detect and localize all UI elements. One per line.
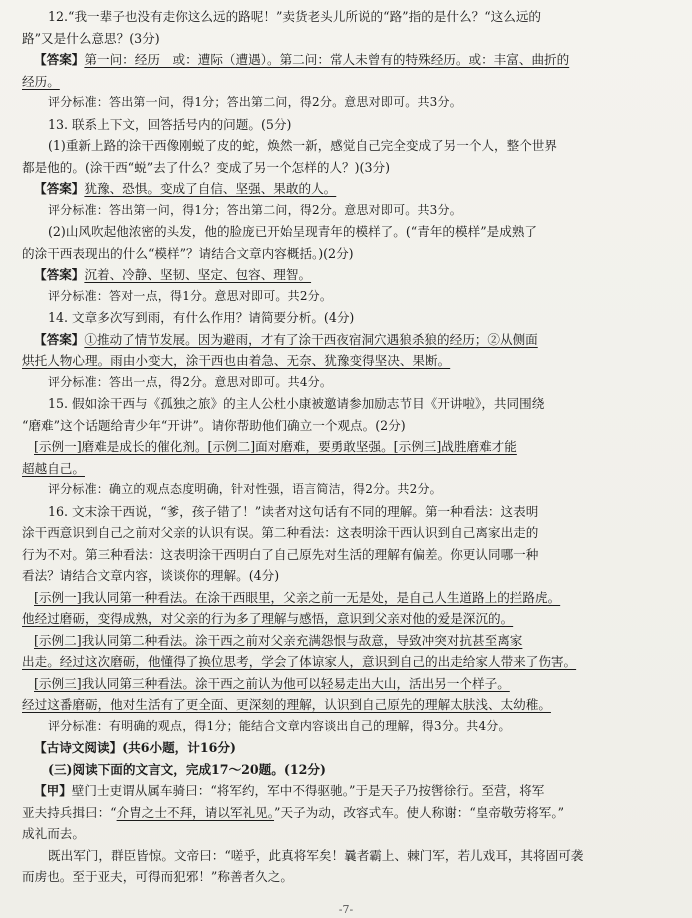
text-span: 涂干西意识到自己之前对父亲的认识有误。第二种看法：这表明涂干西认识到自己离家出走的 <box>22 525 539 540</box>
page-number: -7- <box>338 903 354 916</box>
text-line <box>22 673 670 695</box>
text-line <box>22 522 670 544</box>
text-span: 的涂干西表现出的什么“模样”？请结合文章内容概括。)(2分) <box>22 245 354 261</box>
text-line <box>22 178 670 200</box>
text-span: 路”又是什么意思？(3分) <box>22 30 160 46</box>
text-line <box>22 802 670 824</box>
text-span: 评分标准：答出一点，得2分。意思对即可。共4分。 <box>48 374 333 389</box>
answer-text: ①推动了情节发展。因为避雨，才有了涂干西夜宿洞穴遇狼杀狼的经历；②从侧面 <box>84 331 538 347</box>
text-line <box>22 501 670 523</box>
text-span: 12.“我一辈子也没有走你这么远的路呢！”卖货老头儿所说的“路”指的是什么？“这么远的 <box>48 9 542 24</box>
text-line <box>22 866 670 888</box>
text-line <box>22 608 670 630</box>
text-span: 评分标准：有明确的观点，得1分；能结合文章内容谈出自己的理解，得3分。共4分。 <box>48 718 511 733</box>
text-span: 评分标准：确立的观点态度明确，针对性强，语言简洁，得2分。共2分。 <box>48 482 442 496</box>
text-span: 亚夫持兵揖曰：“ <box>22 804 117 820</box>
text-line <box>22 350 670 372</box>
text-span: 14. 文章多次写到雨，有什么作用？请简要分析。(4分) <box>48 310 355 325</box>
text-line <box>22 243 670 265</box>
text-line <box>22 458 670 480</box>
text-line <box>22 845 670 867</box>
answer-text: 烘托人物心理。雨由小变大，涂干西也由着急、无奈、犹豫变得坚决、果断。 <box>22 353 451 368</box>
text-line <box>22 157 670 179</box>
text-line <box>22 286 670 308</box>
text-span: 【甲】 <box>34 783 72 798</box>
text-line <box>22 221 670 243</box>
answer-text: [示例一]磨难是成长的催化剂。[示例二]面对磨难，要勇敢坚强。[示例三]战胜磨难才能 <box>34 439 517 454</box>
text-span: 13. 联系上下文，回答括号内的问题。(5分) <box>48 116 292 132</box>
answer-text: 经历。 <box>22 73 60 89</box>
text-span: 16. 文末涂干西说，“爹，孩子错了！”读者对这句话有不同的理解。第一种看法：这表明 <box>48 503 539 519</box>
text-span: 都是他的。(涂干西“蜕”去了什么？变成了另一个怎样的人？)(3分) <box>22 159 390 175</box>
text-line <box>22 759 670 781</box>
text-line <box>22 264 670 286</box>
text-span: 评分标准：答出第一问，得1分；答出第二问，得2分。意思对即可。共3分。 <box>48 202 462 217</box>
text-line <box>22 49 670 71</box>
answer-text: [示例二]我认同第二种看法。涂干西之前对父亲充满怨恨与敌意，导致冲突对抗甚至离家 <box>34 632 523 648</box>
text-line <box>22 415 670 437</box>
answer-text: 经过这番磨砺，他对生活有了更全面、更深刻的理解，认识到自己原先的理解太肤浅、太幼稚。 <box>22 697 551 712</box>
text-line <box>22 436 670 458</box>
text-span: 15. 假如涂干西与《孤独之旅》的主人公杜小康被邀请参加励志节目《开讲啦》，共同围绕 <box>48 396 545 411</box>
text-span: (三)阅读下面的文言文，完成17～20题。(12分) <box>48 761 326 777</box>
text-line <box>22 329 670 351</box>
text-line <box>22 565 670 587</box>
text-line <box>22 92 670 114</box>
text-line <box>22 372 670 394</box>
text-line <box>22 737 670 759</box>
text-line <box>22 694 670 716</box>
answer-text: 超越自己。 <box>22 460 85 476</box>
text-span: 行为不对。第三种看法：这表明涂干西明白了自己原先对生活的理解有偏差。你更认同哪一种 <box>22 546 539 562</box>
text-line <box>22 71 670 93</box>
text-line <box>22 114 670 136</box>
answer-text: 他经过磨砺，变得成熟，对父亲的行为多了理解与感悟，意识到父亲对他的爱是深沉的。 <box>22 611 514 626</box>
answer-tag: 【答案】 <box>34 181 85 196</box>
text-line <box>22 716 670 738</box>
answer-tag: 【答案】 <box>34 331 85 347</box>
text-line <box>22 651 670 673</box>
text-span: ”天子为动，改容式车。使人称谢：“皇帝敬劳将军。” <box>274 804 565 820</box>
text-line <box>22 479 670 501</box>
text-line <box>22 823 670 845</box>
answer-text: [示例三]我认同第三种看法。涂干西之前认为他可以轻易走出大山，活出另一个样子。 <box>34 675 510 691</box>
answer-tag: 【答案】 <box>34 52 85 67</box>
text-span: 看法？请结合文章内容，谈谈你的理解。(4分) <box>22 568 280 583</box>
text-span: 评分标准：答出第一问，得1分；答出第二问，得2分。意思对即可。共3分。 <box>48 95 462 109</box>
text-line <box>22 307 670 329</box>
text-span: 而虏也。至于亚夫，可得而犯邪！”称善者久之。 <box>22 869 293 884</box>
answer-text: 沉着、冷静、坚韧、坚定、包容、理智。 <box>84 267 312 282</box>
text-line <box>22 393 670 415</box>
text-span: 评分标准：答对一点，得1分。意思对即可。共2分。 <box>48 288 333 303</box>
text-line <box>22 200 670 222</box>
text-line <box>22 630 670 652</box>
text-line <box>22 6 670 28</box>
text-line <box>22 544 670 566</box>
answer-tag: 【答案】 <box>34 267 85 282</box>
text-line <box>22 28 670 50</box>
answer-text-block <box>22 6 670 888</box>
answer-text: 犹豫、恐惧。变成了自信、坚强、果敢的人。 <box>84 181 337 196</box>
answer-text: 出走。经过这次磨砺，他懂得了换位思考，学会了体谅家人，意识到自己的出走给家人带来了伤害。 <box>22 654 577 669</box>
text-span: 【古诗文阅读】(共6小题，计16分) <box>34 740 236 755</box>
answer-text: 第一问：经历 或：遭际（遭遇）。第二问：常人未曾有的特殊经历。或：丰富、曲折的 <box>84 52 570 67</box>
text-span: (1)重新上路的涂干西像刚蜕了皮的蛇，焕然一新，感觉自己完全变成了另一个人，整个世界 <box>48 138 557 153</box>
text-line <box>22 780 670 802</box>
text-line <box>22 135 670 157</box>
answer-text: [示例一]我认同第一种看法。在涂干西眼里，父亲之前一无是处，是自己人生道路上的拦路虎。 <box>34 589 561 605</box>
text-span: (2)山风吹起他浓密的头发，他的脸庞已开始呈现青年的模样了。(“青年的模样”是成熟了 <box>48 224 538 239</box>
text-line <box>22 587 670 609</box>
text-span: 成礼而去。 <box>22 826 85 841</box>
text-span: 壁门士吏谓从属车骑曰：“将军约，军中不得驱驰。”于是天子乃按辔徐行。至营，将军 <box>71 783 545 798</box>
text-span: “磨难”这个话题给青少年“开讲”。请你帮助他们确立一个观点。(2分) <box>22 417 406 433</box>
text-span: 既出军门，群臣皆惊。文帝曰：“嗟乎，此真将军矣！曩者霸上、棘门军，若儿戏耳，其将固可袭 <box>48 847 584 863</box>
answer-text: 介胄之士不拜，请以军礼见。 <box>116 804 275 820</box>
